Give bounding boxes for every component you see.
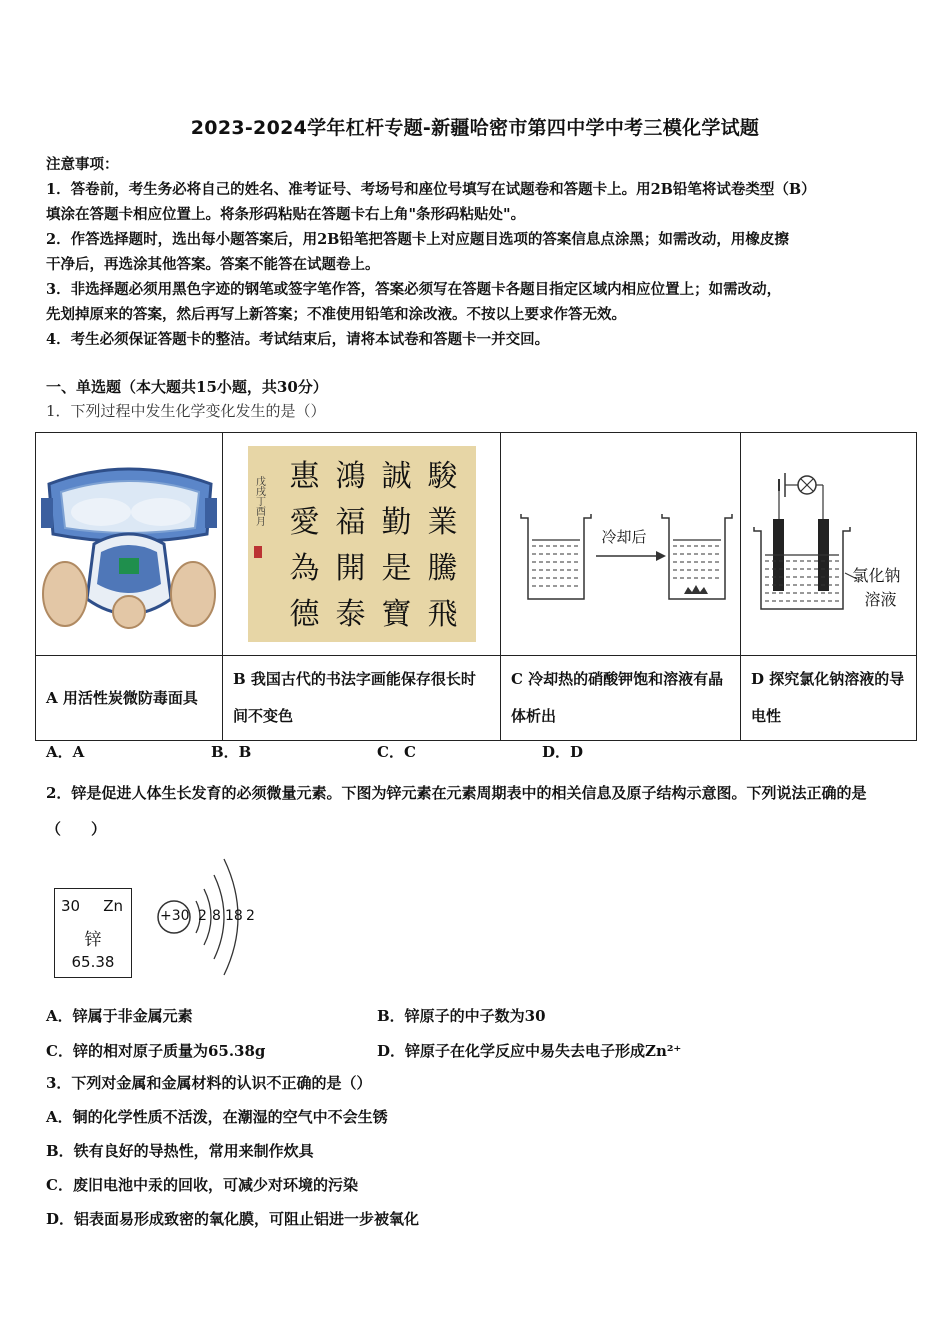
calligraphy-char: 業	[427, 505, 458, 540]
calligraphy-col	[382, 454, 412, 638]
element-name: 锌	[84, 930, 102, 950]
option-d[interactable]: D．D	[542, 743, 584, 761]
option-c[interactable]: C．C	[377, 743, 416, 761]
calligraphy-char: 泰	[335, 597, 366, 632]
conductivity-cell	[741, 433, 917, 656]
caption-a: A 用活性炭微防毒面具	[36, 656, 223, 741]
shell-electrons: 8	[212, 908, 221, 924]
q3-option-b[interactable]: B．铁有良好的导热性，常用来制作炊具	[46, 1142, 314, 1160]
notice-line: 2．作答选择题时，选出每小题答案后，用2B铅笔把答题卡上对应题目选项的答案信息点涂黑；如需改动，用橡皮擦	[46, 231, 789, 248]
page-title: 2023-2024学年杠杆专题-新疆哈密市第四中学中考三模化学试题	[190, 117, 760, 139]
notice-line: 干净后，再选涂其他答案。答案不能答在试题卷上。	[46, 256, 380, 273]
question-2-stem: 2．锌是促进人体生长发育的必须微量元素。下图为锌元素在元素周期表中的相关信息及原子结构示意图。下列说法正确的是（ ）	[46, 784, 867, 838]
q3-option-a[interactable]: A．铜的化学性质不活泼，在潮湿的空气中不会生锈	[46, 1108, 388, 1126]
calligraphy-char: 惠	[289, 459, 320, 494]
caption-d: D 探究氯化钠溶液的导电性	[741, 656, 917, 741]
beaker-cooling-cell	[501, 433, 741, 656]
nacl-label-1: 氯化钠	[852, 566, 901, 585]
q2-option-b[interactable]: B．锌原子的中子数为30	[377, 1007, 546, 1025]
calligraphy-char: 愛	[289, 505, 320, 540]
atom-structure-diagram	[152, 845, 262, 985]
question-3-stem: 3．下列对金属和金属材料的认识不正确的是（）	[46, 1074, 372, 1092]
element-card	[54, 888, 132, 978]
notice-section	[46, 152, 906, 352]
calligraphy-char: 飛	[427, 597, 458, 632]
gas-mask-cell	[36, 433, 223, 656]
option-b[interactable]: B．B	[211, 743, 252, 761]
notice-heading: 注意事项：	[46, 156, 119, 173]
caption-c: C 冷却热的硝酸钾饱和溶液有晶体析出	[501, 656, 741, 741]
atomic-mass: 65.38	[71, 953, 115, 971]
q3-option-c[interactable]: C．废旧电池中汞的回收，可减少对环境的污染	[46, 1176, 358, 1194]
nacl-label-2: 溶液	[864, 590, 897, 609]
calligraphy-side-text: 戊戌丁酉月	[253, 476, 265, 526]
calligraphy-char: 開	[335, 551, 366, 586]
shell-electrons: 18	[225, 908, 243, 924]
calligraphy-col	[290, 454, 320, 638]
seal-stamp	[254, 546, 262, 558]
calligraphy-scroll	[248, 446, 476, 642]
nucleus-charge: +30	[160, 908, 190, 924]
atomic-number: 30	[61, 897, 81, 915]
notice-line: 3．非选择题必须用黑色字迹的钢笔或签字笔作答，答案必须写在答题卡各题目指定区域内相应位置上；如需改动，	[46, 281, 782, 298]
calligraphy-char: 勤	[381, 505, 412, 540]
calligraphy-char: 駿	[427, 459, 458, 494]
calligraphy-char: 為	[289, 551, 320, 586]
gas-mask-image	[39, 454, 219, 634]
notice-line: 4．考生必须保证答题卡的整洁。考试结束后，请将本试卷和答题卡一并交回。	[46, 331, 550, 348]
q3-option-d[interactable]: D．铝表面易形成致密的氧化膜，可阻止铝进一步被氧化	[46, 1210, 420, 1228]
calligraphy-col	[428, 454, 458, 638]
shell-electrons: 2	[246, 908, 255, 924]
shell-electrons: 2	[198, 908, 207, 924]
calligraphy-char: 福	[335, 505, 366, 540]
q2-option-d[interactable]: D．锌原子在化学反应中易失去电子形成Zn²⁺	[377, 1042, 682, 1060]
notice-line: 1．答卷前，考生务必将自己的姓名、准考证号、考场号和座位号填写在试题卷和答题卡上。用2B铅笔将试卷类型（B）	[46, 181, 816, 198]
q2-option-c[interactable]: C．锌的相对原子质量为65.38g	[46, 1042, 266, 1060]
q2-option-a[interactable]: A．锌属于非金属元素	[46, 1007, 193, 1025]
calligraphy-char: 寶	[381, 597, 412, 632]
caption-b: B 我国古代的书法字画能保存很长时间不变色	[223, 656, 501, 741]
notice-line: 先划掉原来的答案，然后再写上新答案；不准使用铅笔和涂改液。不按以上要求作答无效。	[46, 306, 626, 323]
calligraphy-char: 德	[289, 597, 320, 632]
calligraphy-char: 是	[381, 551, 412, 586]
cooling-label: 冷却后	[601, 528, 647, 546]
calligraphy-char: 誠	[381, 459, 412, 494]
question-1-stem: 1．下列过程中发生化学变化发生的是（）	[46, 402, 326, 420]
section-heading: 一、单选题（本大题共15小题，共30分）	[46, 378, 328, 396]
notice-line: 填涂在答题卡相应位置上。将条形码粘贴在答题卡右上角"条形码粘贴处"。	[46, 206, 526, 223]
calligraphy-cell	[223, 433, 501, 656]
calligraphy-col	[336, 454, 366, 638]
calligraphy-char: 騰	[427, 551, 458, 586]
question-1-table	[35, 432, 917, 741]
option-a[interactable]: A．A	[46, 743, 85, 761]
calligraphy-char: 鴻	[335, 459, 366, 494]
element-symbol: Zn	[103, 897, 123, 915]
